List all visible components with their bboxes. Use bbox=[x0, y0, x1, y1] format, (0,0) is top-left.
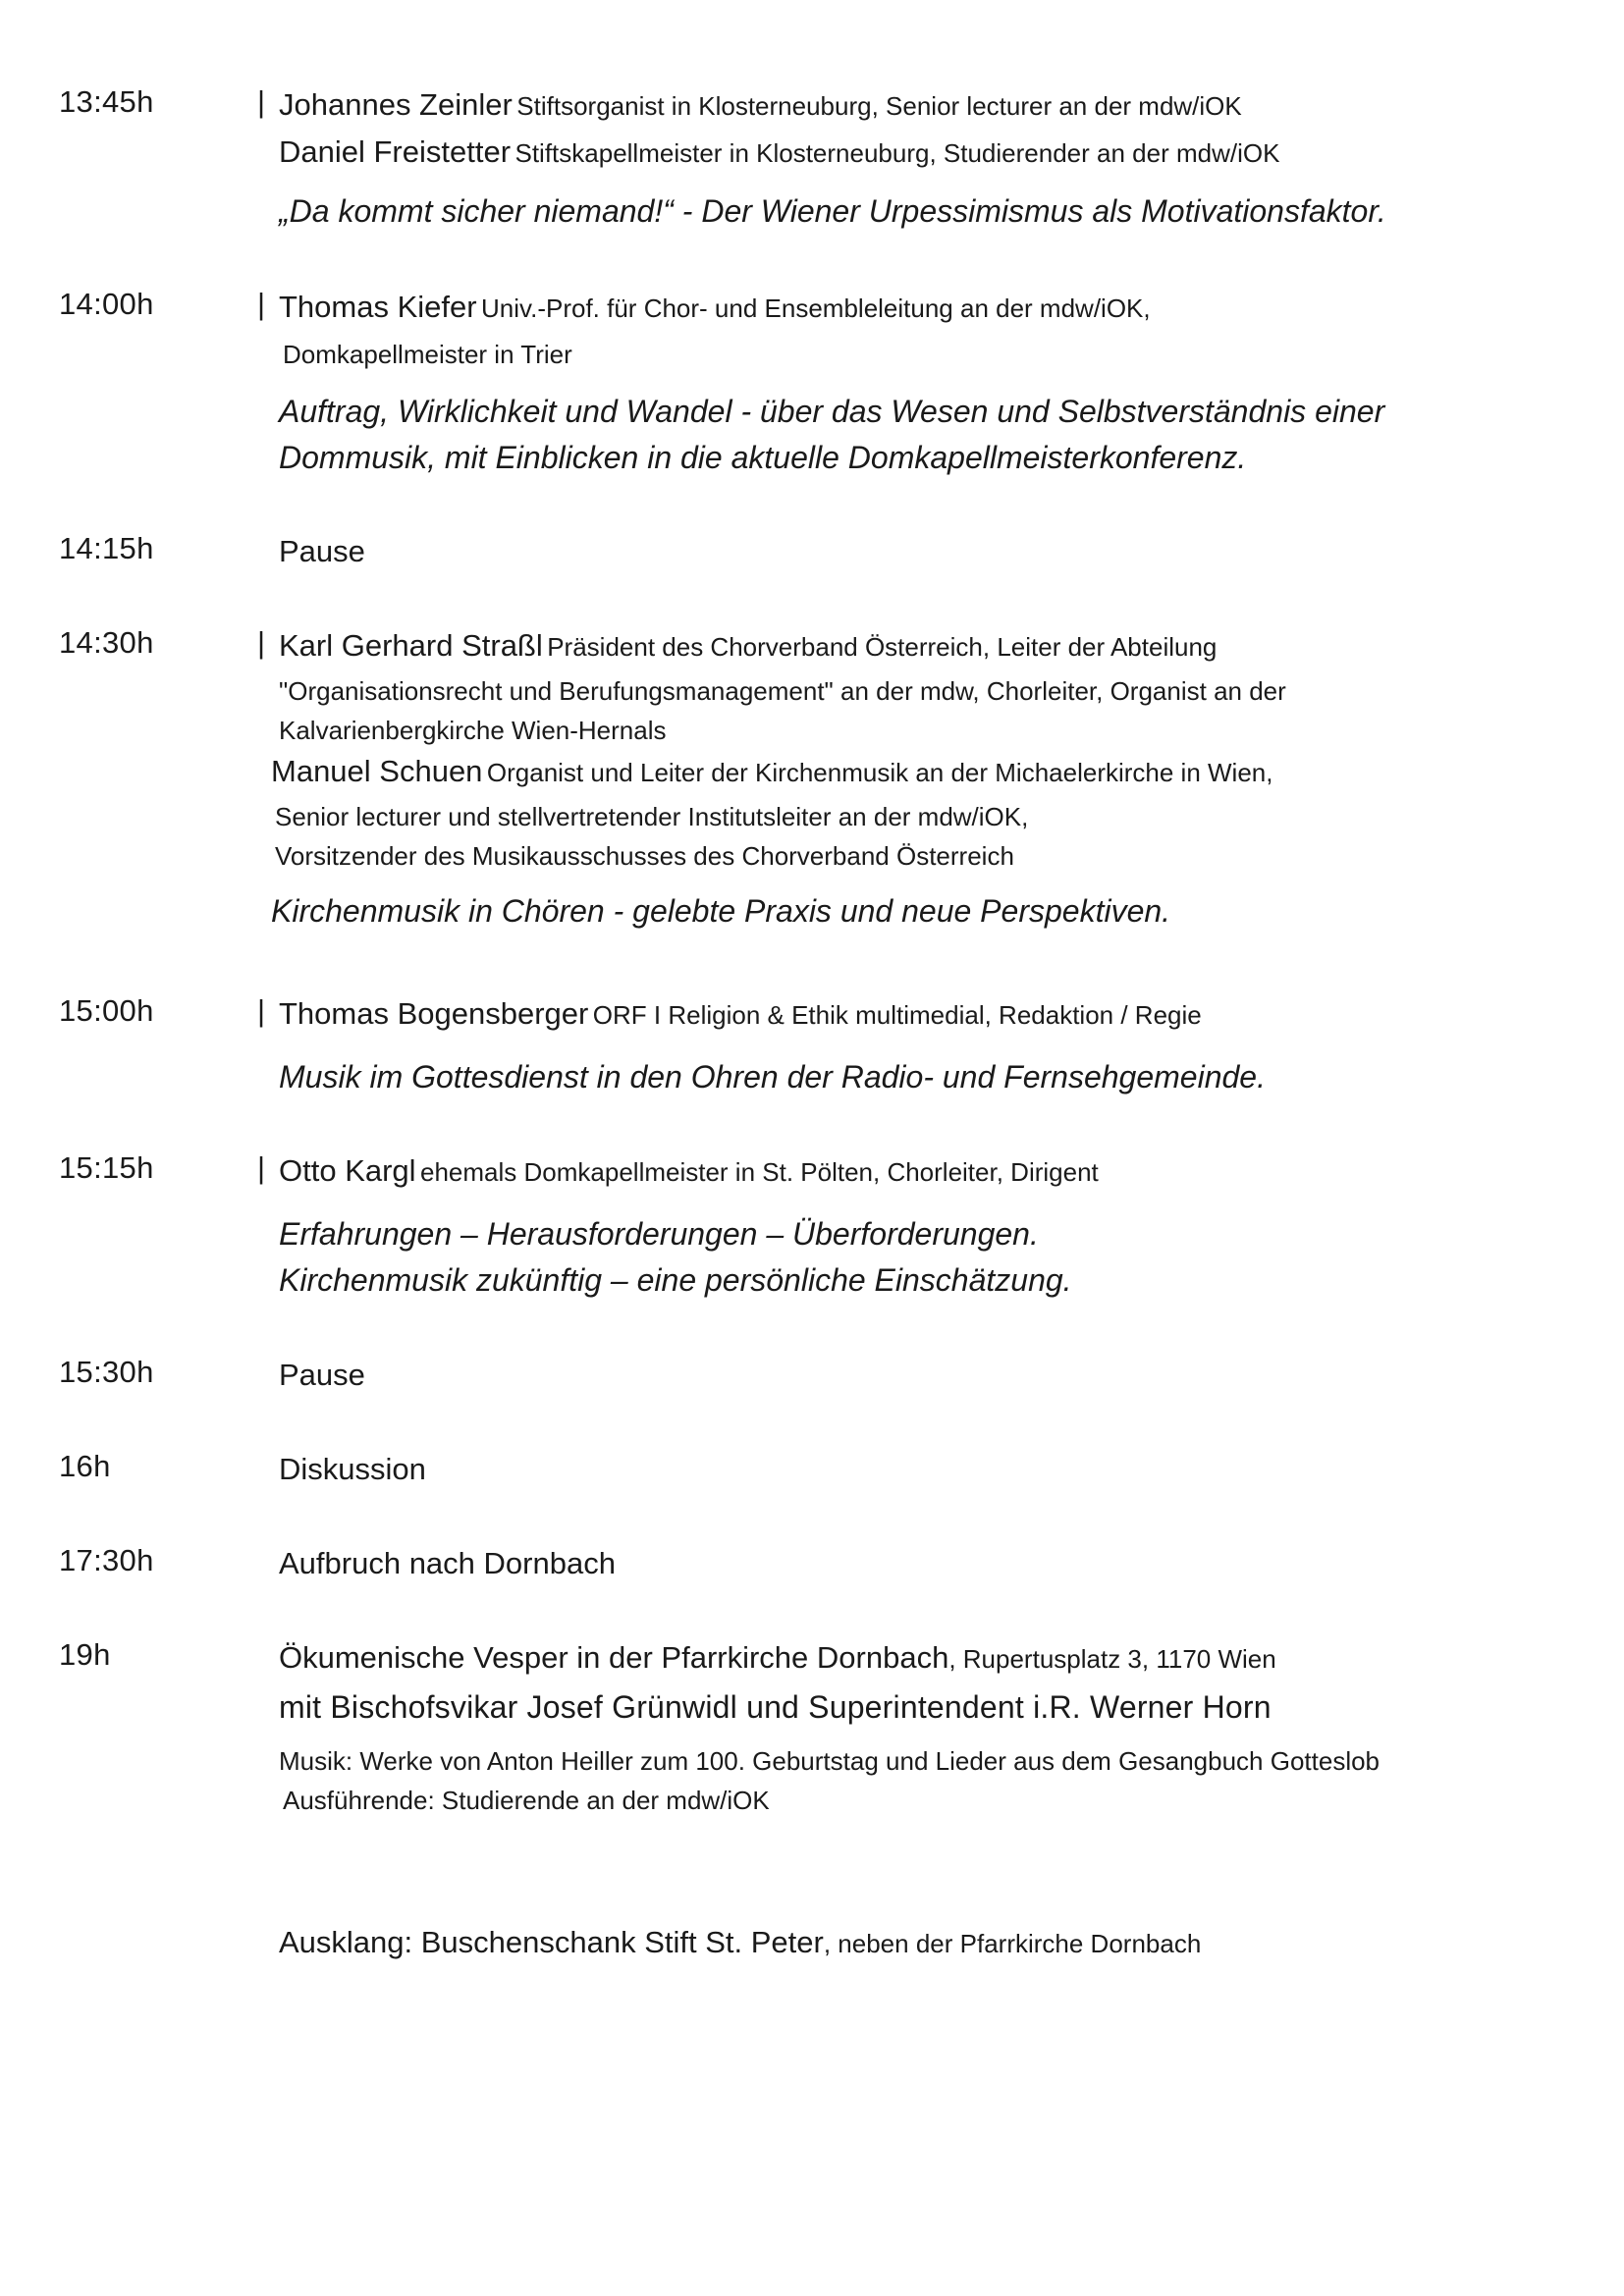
speaker-description: Stiftskapellmeister in Klosterneuburg, Studierender an der mdw/iOK bbox=[514, 138, 1280, 168]
speaker-line bbox=[279, 132, 1595, 179]
closing-label: Ausklang: Buschenschank Stift St. Peter bbox=[279, 1925, 824, 1959]
entry-time: 14:00h bbox=[59, 287, 154, 321]
speaker-description: Stiftsorganist in Klosterneuburg, Senior lecturer an der mdw/iOK bbox=[516, 91, 1242, 121]
talk-title-cont: Dommusik, mit Einblicken in die aktuelle Domkapellmeisterkonferenz. bbox=[279, 440, 1247, 475]
entry-time: 19h bbox=[59, 1637, 111, 1672]
entry-time: 17:30h bbox=[59, 1543, 154, 1577]
speaker-name: Otto Kargl bbox=[279, 1153, 416, 1188]
entry-label: Pause bbox=[279, 1358, 365, 1392]
speaker-name: Karl Gerhard Straßl bbox=[279, 628, 543, 663]
speaker-description-cont: Vorsitzender des Musikausschusses des Chorverband Österreich bbox=[275, 841, 1014, 871]
speaker-name: Thomas Bogensberger bbox=[279, 996, 589, 1031]
speaker-description-cont: "Organisationsrecht und Berufungsmanagement" an der mdw, Chorleiter, Organist an der bbox=[279, 676, 1286, 706]
speaker-description: Univ.-Prof. für Chor- und Ensembleleitung an der mdw/iOK, bbox=[481, 294, 1151, 323]
speaker-line bbox=[279, 287, 1595, 334]
entry-time: 14:30h bbox=[59, 625, 154, 660]
entry-content bbox=[279, 84, 1595, 235]
entry-label: Aufbruch nach Dornbach bbox=[279, 1546, 616, 1580]
event-title: Ökumenische Vesper in der Pfarrkirche Dornbach bbox=[279, 1640, 949, 1675]
separator-bar: | bbox=[257, 84, 266, 119]
speaker-line bbox=[271, 751, 1595, 798]
speaker-name: Daniel Freistetter bbox=[279, 134, 512, 169]
separator-bar: | bbox=[257, 287, 266, 321]
talk-title: Kirchenmusik in Chören - gelebte Praxis und neue Perspektiven. bbox=[271, 893, 1171, 929]
event-performers: Ausführende: Studierende an der mdw/iOK bbox=[283, 1786, 770, 1815]
entry-time: 16h bbox=[59, 1449, 111, 1483]
separator-bar: | bbox=[257, 1150, 266, 1185]
entry-label: Pause bbox=[279, 534, 365, 568]
speaker-name: Thomas Kiefer bbox=[279, 290, 477, 324]
talk-title: „Da kommt sicher niemand!“ - Der Wiener Urpessimismus als Motivationsfaktor. bbox=[279, 193, 1386, 229]
speaker-description: ORF I Religion & Ethik multimedial, Redaktion / Regie bbox=[592, 1000, 1202, 1030]
speaker-line bbox=[279, 84, 1595, 132]
event-music: Musik: Werke von Anton Heiller zum 100. Geburtstag und Lieder aus dem Gesangbuch Gotteslob bbox=[279, 1746, 1380, 1776]
entry-content bbox=[279, 1637, 1595, 1820]
speaker-description: ehemals Domkapellmeister in St. Pölten, Chorleiter, Dirigent bbox=[420, 1157, 1099, 1187]
entry-time: 15:30h bbox=[59, 1355, 154, 1389]
closing-location: , neben der Pfarrkirche Dornbach bbox=[823, 1929, 1202, 1958]
entry-time: 15:15h bbox=[59, 1150, 154, 1185]
entry-time: 15:00h bbox=[59, 993, 154, 1028]
speaker-line bbox=[279, 1150, 1595, 1198]
entry-time: 13:45h bbox=[59, 84, 154, 119]
speaker-line bbox=[279, 625, 1595, 672]
speaker-description-cont: Domkapellmeister in Trier bbox=[283, 340, 572, 369]
entry-time: 14:15h bbox=[59, 531, 154, 565]
entry-label: Diskussion bbox=[279, 1452, 426, 1486]
speaker-description-cont: Kalvarienbergkirche Wien-Hernals bbox=[279, 716, 667, 745]
event-participants: mit Bischofsvikar Josef Grünwidl und Superintendent i.R. Werner Horn bbox=[279, 1689, 1272, 1725]
talk-title: Erfahrungen – Herausforderungen – Überforderungen. bbox=[279, 1216, 1039, 1252]
entry-content bbox=[279, 993, 1595, 1100]
closing-line bbox=[279, 1922, 1595, 1969]
talk-title: Musik im Gottesdienst in den Ohren der Radio- und Fernsehgemeinde. bbox=[279, 1059, 1266, 1095]
talk-title-cont: Kirchenmusik zukünftig – eine persönliche Einschätzung. bbox=[279, 1262, 1072, 1298]
speaker-description-cont: Senior lecturer und stellvertretender Institutsleiter an der mdw/iOK, bbox=[275, 802, 1029, 831]
entry-content bbox=[279, 287, 1595, 481]
speaker-name: Johannes Zeinler bbox=[279, 87, 513, 122]
speaker-description: Präsident des Chorverband Österreich, Leiter der Abteilung bbox=[547, 632, 1218, 662]
speaker-description: Organist und Leiter der Kirchenmusik an der Michaelerkirche in Wien, bbox=[486, 758, 1273, 787]
entry-content bbox=[279, 1150, 1595, 1304]
speaker-line bbox=[279, 993, 1595, 1041]
separator-bar: | bbox=[257, 993, 266, 1028]
entry-content bbox=[271, 625, 1595, 934]
event-address: , Rupertusplatz 3, 1170 Wien bbox=[948, 1644, 1276, 1674]
separator-bar: | bbox=[257, 625, 266, 660]
talk-title: Auftrag, Wirklichkeit und Wandel - über das Wesen und Selbstverständnis einer bbox=[279, 394, 1385, 429]
event-title-line bbox=[279, 1637, 1595, 1684]
speaker-name: Manuel Schuen bbox=[271, 754, 483, 788]
